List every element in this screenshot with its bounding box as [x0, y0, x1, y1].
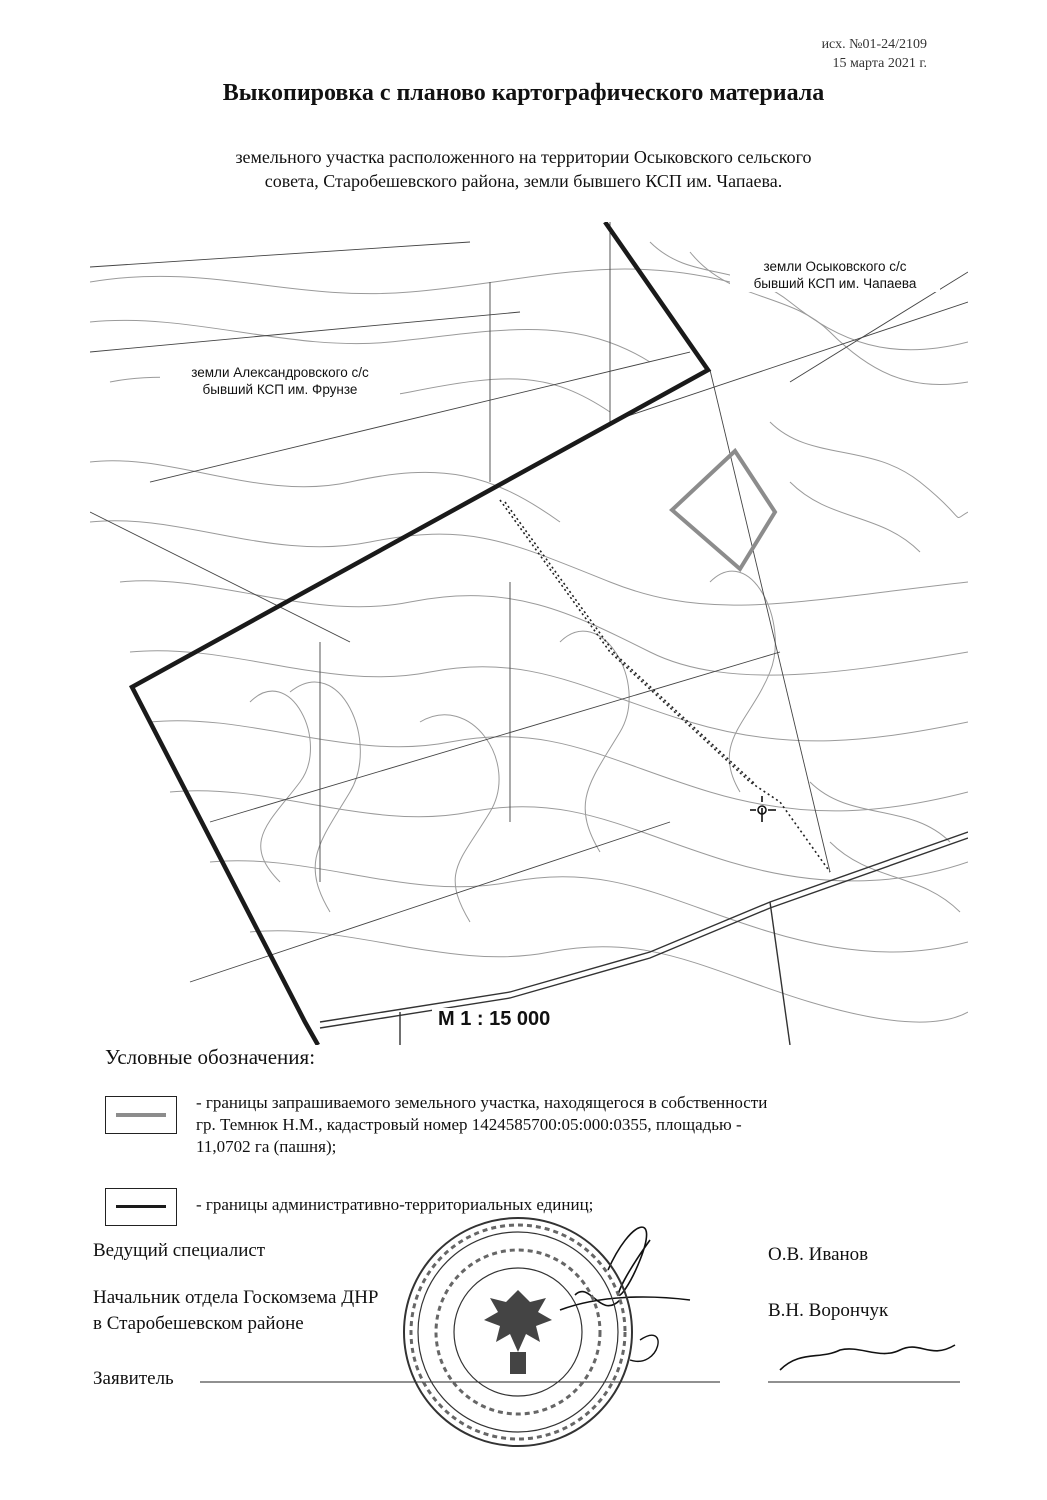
- railway-line: [320, 832, 968, 1045]
- legend-swatch-parcel: [105, 1096, 177, 1134]
- legend-title: Условные обозначения:: [105, 1045, 316, 1069]
- legend-item-parcel-line-1: - границы запрашиваемого земельного участка, находящегося в собственности: [196, 1093, 768, 1112]
- subtitle-line-1: земельного участка расположенного на территории Осыковского сельского: [235, 147, 812, 167]
- subtitle-line-2: совета, Старобешевского района, земли бывшего КСП им. Чапаева.: [264, 171, 783, 191]
- reference-date: 15 марта 2021 г.: [832, 56, 927, 71]
- map-label-left: [160, 364, 400, 398]
- reference-number: исх. №01-24/2109: [821, 37, 927, 52]
- document-subtitle: [100, 145, 947, 193]
- legend-item-parcel-line-3: 11,0702 га (пашня);: [196, 1137, 337, 1156]
- legend-swatch-parcel-line: [116, 1113, 166, 1117]
- admin-boundary: [132, 222, 708, 1045]
- terrain-contours: [90, 242, 968, 1022]
- official-seal: [398, 1212, 638, 1452]
- signature-scribble-applicant: [780, 1345, 955, 1370]
- signature-role-department-head-line-1: Начальник отдела Госкомзема ДНР: [93, 1287, 379, 1308]
- parcel-boundary: [672, 451, 775, 569]
- signature-name-voronchuk: В.Н. Ворончук: [768, 1300, 889, 1321]
- signature-role-department-head-line-2: в Старобешевском районе: [93, 1313, 304, 1334]
- map-label-right-line-1: земли Осыковского с/с: [763, 259, 907, 274]
- document-title: Выкопировка с планово картографического материала: [222, 80, 825, 106]
- legend-item-parcel-line-2: гр. Темнюк Н.М., кадастровый номер 1424585700:05:000:0355, площадью -: [196, 1115, 742, 1134]
- map-label-left-line-1: земли Александровского с/с: [191, 365, 369, 380]
- map-label-right-line-2: бывший КСП им. Чапаева: [753, 276, 917, 291]
- legend-item-parcel: [196, 1092, 936, 1158]
- signature-role-leading-specialist: Ведущий специалист: [93, 1240, 266, 1261]
- seal-emblem-icon: [484, 1290, 552, 1374]
- map-label-right: [730, 258, 940, 292]
- cadastral-map: [90, 222, 968, 1045]
- crosshair-icon: [750, 796, 776, 822]
- signature-role-applicant: Заявитель: [93, 1368, 174, 1389]
- legend-item-admin: - границы административно-территориальных единиц;: [196, 1195, 594, 1214]
- map-label-left-line-2: бывший КСП им. Фрунзе: [202, 382, 358, 397]
- map-drawing: [90, 222, 968, 1045]
- signature-name-ivanov: О.В. Иванов: [768, 1244, 869, 1265]
- map-scale: М 1 : 15 000: [432, 1008, 556, 1031]
